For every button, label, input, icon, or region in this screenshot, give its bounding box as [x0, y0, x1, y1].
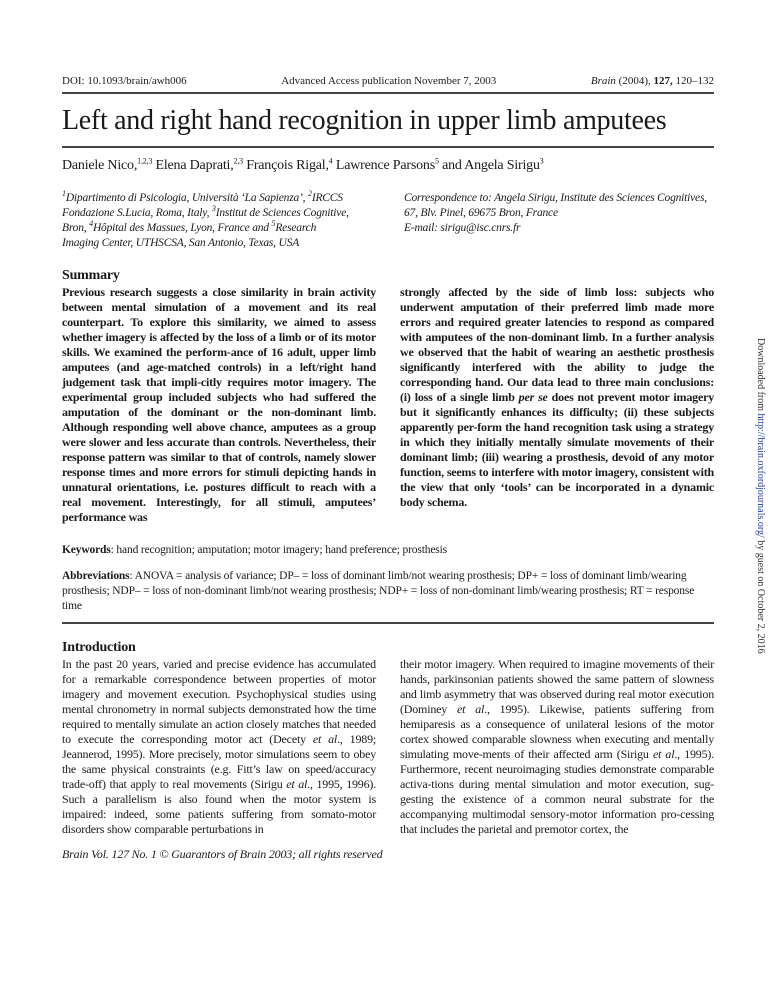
- text-segment: et al: [286, 777, 308, 791]
- affiliations: $^1$Dipartimento di Psicologia, Università ‘La Sapienza’, $^2$IRCCS Fondazione S.Lucia, Roma, Italy, $^3$Institut de Sciences Cognitive, Bron, $^4$Hôpital des Massues, Lyon, France and $^5$Research Imaging Center, UTHSCSA, San Antonio, Texas, USA: [62, 189, 349, 249]
- author: Elena Daprati,$^{2,3}$: [152, 156, 243, 173]
- text-segment: et al: [457, 702, 485, 716]
- summary-left-column: [62, 285, 376, 525]
- summary-columns: [62, 285, 714, 525]
- affiliation-block: [62, 191, 714, 251]
- download-note: Downloaded from http://brain.oxfordjournals.org/ by guest on October 2, 2016: [755, 338, 766, 654]
- introduction-columns: [62, 657, 714, 837]
- text-segment: ., 1995, 1996). Such a parallelism is also found when the motor system is impaired: indeed, some patients suffering from somato-motor disorders show comparable perturbations in: [62, 777, 376, 836]
- introduction-left-column: [62, 657, 376, 837]
- author: and Angela Sirigu$^3$: [438, 156, 544, 173]
- text-segment: Previous research suggests a close similarity in brain activity between mental simulation of a movement and its real counterpart. To explore this similarity, we aimed to assess whether imagery is affected by the loss of a limb or of its motor skills. We examined the perform-ance of 16 adult, upper limb amputees (and age-matched controls) in a left/right hand judgement task that impli-citly requires motor imagery. The experimental group included subjects who had suffered the amputation of the dominant or the non-dominant limb. Although responding well above chance, amputees as a group were slower and less accurate than controls. Nevertheless, their response pattern was similar to that of controls, namely slower response times and more errors for stimuli depicting hands in unnatural orientations, i.e. postures difficult to reach with a real movement. Interestingly, for all stimuli, amputees’ performance was: [62, 285, 376, 524]
- pages: 120–132: [672, 75, 714, 87]
- abbreviations: Abbreviations: ANOVA = analysis of variance; DP– = loss of dominant limb/not wearing prosthesis; DP+ = loss of dominant limb/wearing prosthesis; NDP– = loss of non-dominant limb/not wearing prosthesis; NDP+ = loss of non-dominant limb/wearing prosthesis; RT = response time: [62, 570, 695, 612]
- doi: DOI: 10.1093/brain/awh006: [62, 75, 187, 87]
- running-header: [62, 74, 714, 88]
- summary-heading: Summary: [62, 268, 120, 283]
- title-rule: [62, 146, 714, 148]
- volume: 127,: [653, 75, 673, 87]
- text-segment: ., 1989; Jeannerod, 1995). More precisely, motor simulations seem to obey the same physical constraints (e.g. Fitt’s law on speed/accuracy trade-off) that apply to real movements (Sirigu: [62, 732, 377, 791]
- text-segment: et al: [652, 747, 675, 761]
- author: Daniele Nico,$^{1,2,3}$: [62, 156, 153, 173]
- journal-citation: [591, 74, 714, 88]
- text-segment: ., 1995). Furthermore, recent neuroimaging studies demonstrate comparable activa-tions during mental simulation and motor execution, sug-gesting the existence of a common neural substrate for the accompanying multimodal sensory-motor information pro-cessing that includes the parietal and premotor cortex, the: [400, 747, 714, 836]
- citation-year: (2004),: [615, 75, 654, 87]
- keywords: Keywords: hand recognition; amputation; motor imagery; hand preference; prosthesis: [62, 544, 447, 556]
- author: Lawrence Parsons$^5$: [332, 156, 439, 173]
- text-segment: ., 1995). Likewise, patients suffering from hemiparesis as a consequence of unilateral lesions of the motor cortex showed comparable slowness when executing and mentally simulating move-ments of their affected arm (Sirigu: [400, 702, 714, 761]
- article-title: Left and right hand recognition in upper limb amputees: [62, 105, 667, 136]
- correspondence: [404, 191, 714, 251]
- access-date: Advanced Access publication November 7, 2003: [281, 75, 497, 87]
- header-rule: [62, 92, 714, 94]
- text-segment: per se: [518, 390, 548, 404]
- text-segment: strongly affected by the side of limb loss: subjects who underwent amputation of their preferred limb made more errors and required greater latencies to respond as compared with amputees of the non-dominant limb. In a further analysis we observed that the habit of wearing an aesthetic prosthesis significantly interfered with the ability to judge the corresponding hand. Our data lead to three main conclusions: (i) loss of a single limb: [400, 285, 714, 404]
- text-segment: does not prevent motor imagery but it significantly enhances its difficulty; (ii) these subjects apparently per-form the hand recognition task using a strategy in which they initially mentally simulate movements of their dominant limb; (iii) wearing a prosthesis, devoid of any motor function, seems to interfere with motor imagery, consistent with the view that only ‘tools’ can be incorporated in a dynamic body schema.: [400, 390, 714, 509]
- article-page: [62, 0, 714, 882]
- correspondence-address: Correspondence to: Angela Sirigu, Institute des Sciences Cognitives, 67, Blv. Pinel, 69675 Bron, France: [404, 192, 707, 219]
- text-segment: In the past 20 years, varied and precise evidence has accumulated for a remarkable correspondence between properties of motor imagery and movement execution. Psychophysical studies using mental chronometry in normal subjects demonstrated how the time required to mentally simulate an action closely matches that needed to execute the corresponding motor act (Decety: [62, 657, 376, 746]
- copyright-footer: Brain Vol. 127 No. 1 © Guarantors of Brain 2003; all rights reserved: [62, 847, 383, 861]
- author-list: [62, 157, 714, 175]
- journal-name: Brain: [590, 75, 616, 87]
- introduction-heading: Introduction: [62, 640, 136, 655]
- text-segment: their motor imagery. When required to imagine movements of their hands, parkinsonian patients showed the same pattern of slowness and limb asymmetry that was observed during real motor execution (Dominey: [400, 657, 714, 716]
- author: François Rigal,$^4$: [242, 156, 333, 173]
- journal-link[interactable]: http://brain.oxfordjournals.org/: [755, 413, 766, 538]
- summary-right-column: [400, 285, 714, 510]
- keywords-rule: [62, 622, 714, 624]
- correspondence-email[interactable]: E-mail: sirigu@isc.cnrs.fr: [404, 222, 521, 234]
- text-segment: et al: [312, 732, 338, 746]
- introduction-right-column: [400, 657, 714, 837]
